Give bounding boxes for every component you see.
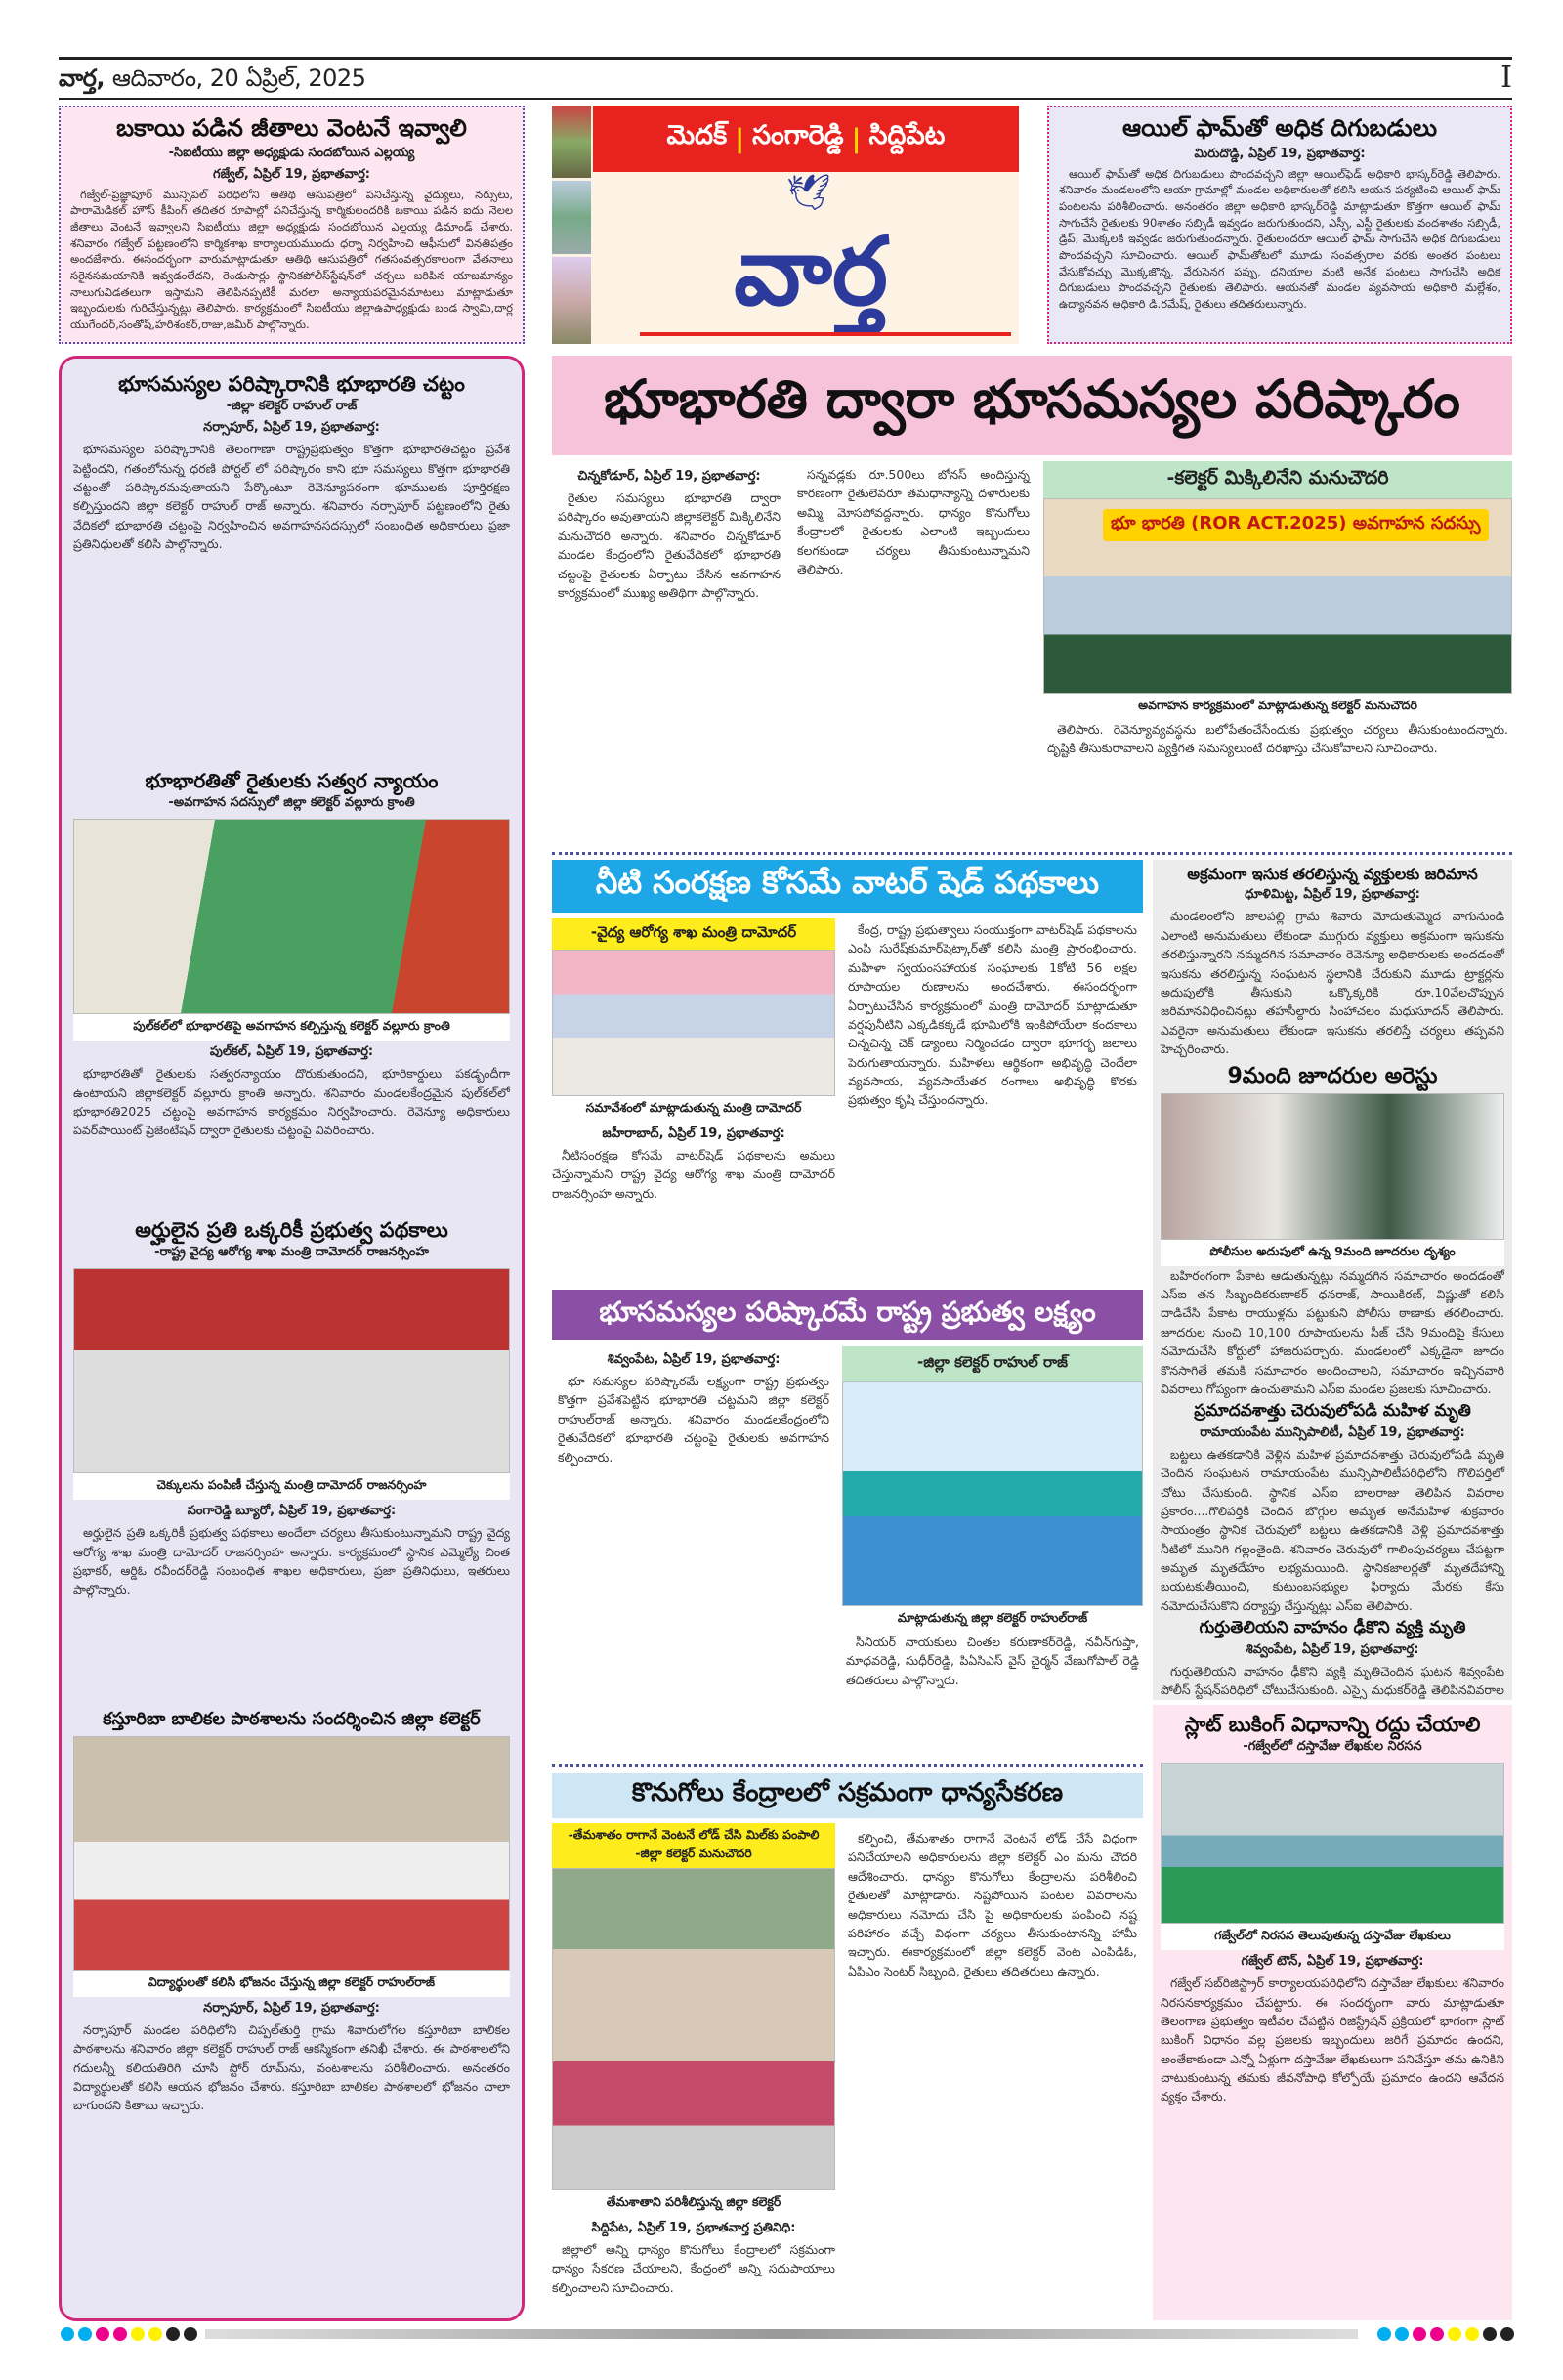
body: ఆయిల్ ఫామ్‌తో అధిక దిగుబడులు పొందవచ్చని జిల్లా ఆయిల్‌ఫెడ్ అధికారి భాస్కర్‌రెడ్డి తెలిపారు. శనివారం మండలంలోని ఆయా గ్రామాల్లో మండల అధికారులతో కలిసి ఆయన పర్యటించి ఆయిల్ ఫామ్ పంటలను పరిశీలించారు. అనంతరం జిల్లా అధికారి భాస్కర్‌రెడ్డి మాట్లాడుతూ కొత్తగా ఆయిల్ ఫామ్ సాగుచేసే రైతులకు 90శాతం సబ్సిడీ ఇవ్వడం జరుగుతుందని, ఎస్సీ, ఎస్టీ రైతులకు వందశాతం సబ్సిడీ, డ్రిప్, మొక్కలకి ఇవ్వడం జరుగుతుందన్నారు. రైతులందరూ ఆయిల్ ఫామ్ సాగుచేసి అధిక దిగుబడులు పొందవచ్చని సూచించారు. ఆయిల్ ఫామ్‌తోటలో మూడు సంవత్సరాల వరకు అంతర పంటలు వేసుకోవచ్చు మొక్కజొన్న, వేరుసెనగ పప్పు, ధనియాల వంటి అనేక పంటలు సాగుచేసి అధిక దిగుబడులు పొందవచ్చని రైతులకు తెలిపారు. ఆయనతో మండల వ్యవసాయ అధికారి మల్లేశం, ఉద్యానవన అధికారి డి.రమేష్, రైతులు తదితరులున్నారు. — [1059, 166, 1500, 311]
yellow-dot — [1465, 2327, 1479, 2341]
cheque-distribution-photo — [73, 1268, 510, 1473]
district-band: మెదక్ | సంగారెడ్డి | సిద్దిపేట — [593, 106, 1019, 172]
lead-col-2 — [791, 461, 1035, 847]
body: బహిరంగంగా పేకాట ఆడుతున్నట్లు నమ్మదగిన సమాచారం అందడంతో ఎస్ఐ తన సిబ్బందికరుణాకర్ ధనరాజ్, సాయికిరణ్, విష్ణుతో కలిసి దాడిచేసి పేకాట రాయుళ్లను పట్టుకుని పోలీసు ఠాణాకు తరలించారు. జూదరుల నుంచి 10,100 రూపాయలను సీజ్ చేసి 9మందిపై కేసులు నమోదుచేసి కోర్టులో హాజరుపర్చారు. మండలంలో ఎక్కడైనా జూదం కొనసాగితే తమకి సమాచారం అందించాలని, సమాచారం ఇచ్చినవారి వివరాలు గోప్యంగా ఉంచుతామని ఎస్ఐ మండల ప్రజలకు సూచించారు. — [1161, 1267, 1504, 1396]
awareness-meeting-photo — [1043, 498, 1512, 694]
procurement-photo-col — [552, 1823, 835, 2321]
headline: బకాయి పడిన జీతాలు వెంటనే ఇవ్వాలి — [116, 114, 467, 142]
body: బట్టలు ఉతకడానికి వెళ్లిన మహిళ ప్రమాదవశాత్తు చెరువులోపడి మృతి చెందిన సంఘటన రామాయంపేట మున్సిపాలిటీపరిధిలోని గొలిపర్తిలో చోటు చేసుకుంది. స్థానిక ఎస్ఐ బాలరాజు తెలిపిన వివరాల ప్రకారం....గొలిపర్తికి చెందిన బొగ్గుల అమృత అనేమహిళ శుక్రవారం సాయంత్రం స్థానిక చెరువులో బట్టలు ఉతకడానికి వెళ్లి ప్రమాదవశాత్తు నీటిలో మునిగి గల్లంతైంది. శనివారం చెరువులో గాలింపుచర్యలు చేపట్టగా అమృత మృతదేహం లభ్యమయింది. స్థానికజాలర్లతో మృతదేహాన్ని బయటకుతీయించి, కుటుంబసభ్యుల ఫిర్యాదు మేరకు కేసు నమోదుచేసుకొని దర్యాప్తు చేస్తున్నట్లు ఎస్ఐ తెలిపారు. — [1161, 1446, 1504, 1613]
watershed-photo-col — [552, 918, 835, 1280]
body: నర్సాపూర్ మండల పరిధిలోని చిప్పల్‌తుర్తి గ్రామ శివారులోగల కస్తూరిబా బాలికల పాఠశాలను శనివారం జిల్లా కలెక్టర్ రాహుల్ రాజ్ ఆకస్మికంగా తనిఖీ చేశారు. ఈ పాఠశాలలోని గదులన్నీ కలియతిరిగి చూసి స్టోర్ రూమ్‌ను, వంటశాలను పరిశీలించారు. అనంతరం విద్యార్థులతో కలిసి ఆయన భోజనం చేశారు. కస్తూరిబా బాలికల పాఠశాలలో భోజనం చాలా బాగుందని కితాబు ఇచ్చారు. — [73, 2021, 510, 2113]
magenta-dot — [1430, 2327, 1444, 2341]
color-registration-marks-left — [61, 2327, 197, 2341]
bhusamasya-col-1 — [552, 1346, 835, 1757]
headline: భూసమస్యల పరిష్కారానికి భూభారతి చట్టం — [118, 372, 465, 396]
grain-inspection-photo — [552, 1868, 835, 2190]
subheadline: -గజ్వేల్‌లో దస్తావేజు లేఖకుల నిరసన — [1243, 1739, 1422, 1755]
left-column — [59, 356, 525, 2321]
lead-subheadline: -కలెక్టర్ మిక్కిలినేని మనుచౌదరి — [1043, 461, 1512, 498]
page-number: I — [1500, 61, 1512, 95]
photo-caption: సమావేశంలో మాట్లాడుతున్న మంత్రి దామోదర్ — [552, 1096, 835, 1123]
yellow-dot — [148, 2327, 162, 2341]
bhusamasya-headline: భూసమస్యల పరిష్కారమే రాష్ట్ర ప్రభుత్వ లక్ష్యం — [552, 1290, 1143, 1340]
body: తెలిపారు. రెవెన్యూవ్యవస్థను బలోపేతంచేసేందుకు ప్రభుత్వం చర్యలు తీసుకుంటుందన్నారు. దృష్టికి తీసుకురావాలని వ్యక్తిగత సమస్యలుంటే దరఖాస్తు చేసుకోవాలని సూచించారు. — [1047, 722, 1508, 756]
yellow-dot — [131, 2327, 145, 2341]
dove-icon: 🕊 — [786, 173, 831, 213]
body: రైతుల సమస్యలు భూభారతి ద్వారా పరిష్కారం అవుతాయని జిల్లాకలెక్టర్ మిక్కిలినేని మనుచౌదరి అన్నారు. శనివారం చిన్నకోడూర్ మండల కేంద్రంలోని రైతువేదికలో భూభారతి చట్టంపై రైతులకు ఏర్పాటు చేసిన అవగాహన కార్యక్రమంలో ముఖ్య అతిథిగా పాల్గొన్నారు. — [558, 490, 781, 600]
temple-photo — [552, 106, 591, 178]
paper-name: వార్త — [59, 64, 97, 92]
procurement-headline: కొనుగోలు కేంద్రాలలో సక్రమంగా ధాన్యసేకరణ — [552, 1773, 1143, 1818]
procurement-subheadline — [552, 1823, 835, 1868]
article-woman-drowned — [1161, 1402, 1504, 1615]
body: గుర్తుతెలియని వాహనం ఢీకొని వ్యక్తి మృతిచెందిన ఘటన శివ్వంపేట పోలీస్ స్టేషన్‌పరిధిలో చోటుచేసుకుంది. ఎస్సై మధుకర్‌రెడ్డి తెలిపినవివరాల — [1161, 1663, 1504, 1698]
color-registration-marks-right — [1377, 2327, 1514, 2341]
body: మండలంలోని జాలపల్లి గ్రామ శివారు మోదుతుమ్మెద వాగునుండి ఎలాంటి అనుమతులు లేకుండా ముగ్గురు వ్యక్తులు అక్రమంగా ఇసుకను తరలిస్తున్నారని నమ్మదగిన సమాచారం రెవెన్యూ అధికారులకు అందడంతో ఇసుకను తరలిస్తున్న సంఘటన స్థలానికి చేరుకుని మూడు ట్రాక్టర్లను అదుపులోకి తీసుకుని ఒక్కొక్కరికి రూ.10వేలచొప్పున జరిమానవిధించినట్లు తహసీల్దారు సింహాచలం మధుసూదన్ తెలిపారు. ఎవరైనా అనుమతులు లేకుండా ఇసుకను తరలిస్తే చర్యలు తప్పవని హెచ్చరించారు. — [1161, 909, 1504, 1057]
lead-headline: భూభారతి ద్వారా భూసమస్యల పరిష్కారం — [552, 356, 1512, 455]
dateline: శివ్వంపేట, ఏప్రిల్ 19, ప్రభాతవార్త: — [607, 1352, 781, 1367]
varta-logo: వార్త — [734, 217, 888, 326]
headline: అక్రమంగా ఇసుక తరలిస్తున్న వ్యక్తులకు జరిమాన — [1187, 865, 1478, 883]
collector-rahulraj-photo — [842, 1381, 1143, 1606]
headline: ఆయిల్ ఫామ్‌తో అధిక దిగుబడులు — [1121, 114, 1438, 142]
watershed-headline: నీటి సంరక్షణ కోసమే వాటర్ షెడ్ పథకాలు — [552, 860, 1143, 913]
body: భూభారతితో రైతులకు సత్వరన్యాయం దొరుకుతుందని, భూరికార్డులు పకడ్బందీగా ఉంటాయని జిల్లాకలెక్టర్ వల్లూరు క్రాంతి అన్నారు. శనివారం మండలకేంద్రమైన పుల్‌కల్‌లో భూభారతి2025 చట్టంపై అవగాహన కార్యక్రమం నిర్వహించారు. రెవెన్యూ అధికారులు పవర్‌పాయింట్ ప్రెజెంటేషన్ ద్వారా రైతులకు చట్టంపై వివరించారు. — [73, 1066, 510, 1138]
black-dot — [1500, 2327, 1514, 2341]
headline: అర్హులైన ప్రతి ఒక్కరికీ ప్రభుత్వ పథకాలు — [135, 1218, 448, 1243]
watershed-col-2 — [842, 918, 1143, 1280]
district-siddipet: సిద్దిపేట — [868, 120, 946, 150]
body: గజ్వేల్-ప్రజ్ఞాపూర్ మున్సిపల్ పరిధిలోని ఆతిథి ఆసుపత్రిలో పనిచేస్తున్న వైద్యులు, నర్సులు, పారామెడికల్ హౌస్ కీపింగ్ తదితర రూపాల్లో పనిచేస్తున్న కార్మికులందరికి బకాయి పడిన ఐదు నెలల జీతాలు వెంటనే ఇవ్వాలని సిఐటీయు జిల్లా అధ్యక్షుడు సందబోయిన ఎల్లయ్య డిమాండ్ చేశారు. శనివారం గజ్వేల్ పట్టణంలోని కార్మికశాఖ కార్యాలయముందు ధర్నా నిర్వహించి ఆఫీసులో వినతిపత్రం అందజేశారు. ఈసందర్భంగా వారుమాట్లాడుతూ ఆతిథి ఆసుపత్రిలో గతసంవత్సరకాలంగా వేతనాలు సరైనసమయానికి ఇవ్వడంలేదని, రెండుసార్లు స్థానికపోలీస్‌స్టేషన్‌లో చర్చలు జరిపిన యాజమాన్యం నాలుగువిడతలుగా ఇస్తామని తెలిపినప్పటికీ మరలా అన్యాయపరమైనమాటలు మాట్లాడుతూ ఇబ్బందులకు గురిచేస్తున్నట్లు తెలిపారు. కార్యక్రమంలో సిఐటీయు జిల్లాఉపాధ్యక్షుడు బండ స్వామి,దార్ల యుగేందర్,సంతోష్,హరిశంకర్,రాజు,జమీర్ పాల్గొన్నారు. — [70, 187, 513, 331]
masthead-photos — [552, 106, 591, 344]
cyan-dot — [61, 2327, 74, 2341]
black-dot — [1483, 2327, 1497, 2341]
body: అర్హులైన ప్రతి ఒక్కరికీ ప్రభుత్వ పథకాలు అందేలా చర్యలు తీసుకుంటున్నామని రాష్ట్ర వైద్య ఆరోగ్య శాఖ మంత్రి దామోదర్ రాజనర్సింహ అన్నారు. కార్యక్రమంలో స్థానిక ఎమ్మెల్యే చింత ప్రభాకర్, ఆర్డిఓ రవీందర్‌రెడ్డి సంబంధిత శాఖల అధికారులు, ప్రజా ప్రతినిధులు, ఇతరులు పాల్గొన్నారు. — [73, 1525, 510, 1597]
body: సన్నవడ్లకు రూ.500లు బోనస్ అందిస్తున్న కారణంగా రైతులెవరూ తమధాన్యాన్ని దళారులకు అమ్మి మోసపోవద్దన్నారు. ధాన్యం కొనుగోలు కేంద్రాలలో రైతులకు ఎలాంటి ఇబ్బందులు కలగకుండా చర్యలు తీసుకుంటున్నామని తెలిపారు. — [797, 467, 1030, 576]
dateline: గజ్వేల్, ఏప్రిల్ 19, ప్రభాతవార్త: — [212, 166, 370, 182]
dateline: చిన్నకోడూర్, ఏప్రిల్ 19, ప్రభాతవార్త: — [577, 469, 761, 484]
lead-col-1 — [552, 461, 786, 847]
gamblers-photo — [1161, 1093, 1504, 1240]
dateline: సంగారెడ్డి బ్యూరో, ఏప్రిల్ 19, ప్రభాతవార్త: — [187, 1504, 397, 1519]
subheadline: -అవగాహన సదస్సులో జిల్లా కలెక్టర్ వల్లూరు క్రాంతి — [168, 795, 415, 811]
yellow-dot — [1448, 2327, 1461, 2341]
photo-caption: చెక్కులను పంపిణీ చేస్తున్న మంత్రి దామోదర్ రాజనర్సింహ — [73, 1473, 510, 1500]
dateline: పుల్‌కల్, ఏప్రిల్ 19, ప్రభాతవార్త: — [209, 1044, 374, 1060]
magenta-dot — [113, 2327, 127, 2341]
subheadline: -జిల్లా కలెక్టర్ రాహుల్ రాజ్ — [226, 399, 358, 414]
body: కేంద్ర, రాష్ట్ర ప్రభుత్వాలు సంయుక్తంగా వాటర్‌షెడ్ పథకాలను ఎంపి సురేష్‌కుమార్‌షెట్కార్‌తో కలిసి మంత్రి ప్రారంభించారు. మహిళా స్వయంసహాయక సంఘాలకు 1కోటి 56 లక్షల రూపాయల రుణాలను అందచేశారు. ఈసందర్భంగా ఏర్పాటుచేసిన కార్యక్రమంలో మంత్రి దామోదర్ మాట్లాడుతూ వర్షపునీటిని ఎక్కడికక్కడే భూమిలోకి ఇంకిపోయేలా కందకాలు చిన్నచిన్న చెక్ డ్యాంలు నిర్మించడం ద్వారా భూగర్భ జలాలు పెరుగుతాయన్నారు. మహిళలు ఆర్థికంగా అభివృద్ధి చెందేలా వ్యవసాయ, వ్యవసాయేతర రంగాలు అభివృద్ధి కొరకు ప్రభుత్వం కృషి చేస్తుందన్నారు. — [848, 922, 1137, 1108]
watershed-subheadline: -వైద్య ఆరోగ్య శాఖ మంత్రి దామోదర్ — [552, 918, 835, 950]
body: జిల్లాలో అన్ని ధాన్యం కొనుగోలు కేంద్రాలలో సక్రమంగా ధాన్యం సేకరణ చేయాలని, కేంద్రంలో అన్ని సదుపాయాలు కల్పించాలని సూచించారు. — [552, 2242, 835, 2295]
right-column-briefs — [1153, 860, 1512, 1700]
body: నీటిసంరక్షణ కోసమే వాటర్‌షెడ్ పథకాలను అమలు చేస్తున్నామని రాష్ట్ర వైద్య ఆరోగ్య శాఖ మంత్రి దామోదర్ రాజనర్సింహ అన్నారు. — [552, 1148, 835, 1201]
black-dot — [184, 2327, 197, 2341]
body: భూ సమస్యల పరిష్కారమే లక్ష్యంగా రాష్ట్ర ప్రభుత్వం కొత్తగా ప్రవేశపెట్టిన భూభారతి చట్టమని జిల్లా కలెక్టర్ రాహుల్‌రాజ్ అన్నారు. శనివారం మండలకేంద్రంలోని రైతువేదికలో భూభారతి చట్టంపై రైతులకు అవగాహన కల్పించారు. — [558, 1374, 829, 1465]
page-header: వార్త, ఆదివారం, 20 ఏప్రిల్, 2025 — [59, 64, 366, 92]
black-dot — [166, 2327, 180, 2341]
grey-scale-bar — [205, 2329, 1358, 2339]
section-divider — [552, 1764, 1143, 1767]
header-date: ఆదివారం, 20 ఏప్రిల్, 2025 — [111, 64, 366, 92]
dateline: సిద్దిపేట, ఏప్రిల్ 19, ప్రభాతవార్త ప్రతినిధి: — [591, 2221, 796, 2235]
body: కల్పించి, తేమశాతం రాగానే వెంటనే లోడ్ చేసే విధంగా పనిచేయాలని అధికారులను జిల్లా కలెక్టర్ ఎం మను చౌదరి ఆదేశించారు. ధాన్యం కొనుగోలు కేంద్రాలను పరిశీలించి రైతులతో మాట్లాడారు. నష్టపోయిన పంటల వివరాలను అధికారులు నమోదు చేసి పై అధికారులకు పంపించి నష్ట పరిహారం వచ్చే విధంగా చర్యలు తీసుకుంటానన్ని హామీ ఇచ్చారు. ఈకార్యక్రమంలో జిల్లా కలెక్టర్ వెంట ఎంపిడిఓ, ఏపిఎం సెంటర్ సిబ్బంది, రైతులు తదితరులు ఉన్నారు. — [848, 1831, 1137, 1978]
cyan-dot — [1377, 2327, 1391, 2341]
dateline: మిరుదొడ్డి, ఏప్రిల్ 19, ప్రభాతవార్త: — [1194, 146, 1366, 161]
dateline: జహీరాబాద్, ఏప్రిల్ 19, ప్రభాతవార్త: — [602, 1126, 785, 1141]
section-divider — [552, 852, 1512, 855]
photo-caption: విద్యార్థులతో కలిసి భోజనం చేస్తున్న జిల్లా కలెక్టర్ రాహుల్‌రాజ్ — [73, 1971, 510, 1997]
article-sand-fine — [1161, 866, 1504, 1058]
lead-photo-block — [1043, 461, 1512, 847]
students-lunch-photo — [73, 1736, 510, 1971]
header-rule — [59, 98, 1512, 100]
bhusamasya-photo-col — [842, 1346, 1143, 1757]
district-medak: మెదక్ — [666, 120, 728, 150]
photo-caption: అవగాహన కార్యక్రమంలో మాట్లాడుతున్న కలెక్టర్ మనుచౌదరి — [1043, 694, 1512, 720]
logo-underline — [640, 332, 1011, 336]
bhusamasya-subheadline: -జిల్లా కలెక్టర్ రాహుల్ రాజ్ — [842, 1346, 1143, 1381]
district-sangareddy: సంగారెడ్డి — [752, 120, 844, 150]
headline: గుర్తుతెలియని వాహనం ఢీకొని వ్యక్తి మృతి — [1199, 1618, 1466, 1638]
minister-speaking-photo — [552, 950, 835, 1096]
photo-caption: గజ్వేల్‌లో నిరసన తెలుపుతున్న దస్తావేజు లేఖకులు — [1161, 1924, 1504, 1950]
article-quick-justice — [62, 762, 522, 1211]
top-rule — [59, 57, 1512, 60]
article-kasturba-visit — [62, 1704, 522, 2115]
article-unpaid-salaries — [59, 106, 525, 344]
subheadline: -సిఐటీయు జిల్లా అధ్యక్షుడు సందబోయిన ఎల్లయ్య — [168, 145, 415, 160]
dateline: నర్సాపూర్, ఏప్రిల్ 19, ప్రభాతవార్త: — [203, 2000, 380, 2016]
article-gamblers-arrest — [1161, 1064, 1504, 1398]
article-govt-schemes — [62, 1211, 522, 1704]
church-photo — [552, 257, 591, 344]
cyan-dot — [1395, 2327, 1409, 2341]
headline: ప్రమాదవశాత్తు చెరువులోపడి మహిళ మృతి — [1194, 1401, 1471, 1422]
body: గజ్వేల్ సబ్‌రిజిస్ట్రార్ కార్యాలయపరిధిలోని దస్తావేజు లేఖకులు శనివారం నిరసనకార్యక్రమం చేపట్టారు. ఈ సందర్భంగా వారు మాట్లాడుతూ తెలంగాణ ప్రభుత్వం ఇటీవల చేపట్టిన రిజిస్ట్రేషన్ ప్రక్రియలో భాగంగా స్లాట్ బుకింగ్ విధానం వల్ల ప్రజలకు ఇబ్బందులు జరిగే ప్రమాదం ఉందని, అంతేకాకుండా ఎన్నో ఏళ్లుగా దస్తావేజు లేఖకులుగా పనిచేస్తూ తమ ఉనికిని చాటుకుంటున్న తమకు జీవనోపాధి కోల్పోయే ప్రమాదం ఉందని ఆవేదన వ్యక్తం చేశారు. — [1161, 1976, 1504, 2104]
article-road-accident — [1161, 1619, 1504, 1700]
headline: స్లాట్ బుకింగ్ విధానాన్ని రద్దు చేయాలి — [1184, 1713, 1481, 1736]
headline: భూభారతితో రైతులకు సత్వర న్యాయం — [145, 769, 439, 793]
photo-caption: పోలీసుల అదుపులో ఉన్న 9మంది జూదరుల దృశ్యం — [1161, 1240, 1504, 1266]
dateline: నర్సాపూర్, ఏప్రిల్ 19, ప్రభాతవార్త: — [203, 420, 380, 436]
fountain-photo — [552, 181, 591, 253]
event-banner-text: భూ భారతి (ROR ACT.2025) అవగాహన సదస్సు — [1103, 509, 1489, 541]
subheadline-2: -జిల్లా కలెక్టర్ మనుచౌదరి — [635, 1846, 752, 1860]
photo-caption: తేమశాతాని పరిశీలిస్తున్న జిల్లా కలెక్టర్ — [552, 2190, 835, 2217]
magenta-dot — [1413, 2327, 1426, 2341]
dateline: గజ్వేల్ టౌన్, ఏప్రిల్ 19, ప్రభాతవార్త: — [1241, 1954, 1424, 1970]
photo-caption: పుల్‌కల్‌లో భూభారతిపై అవగాహన కల్పిస్తున్న కలెక్టర్ వల్లూరు క్రాంతి — [73, 1014, 510, 1041]
article-bhubharati-act — [62, 359, 522, 762]
photo-caption: మాట్లాడుతున్న జిల్లా కలెక్టర్ రాహుల్‌రాజ్ — [842, 1606, 1143, 1633]
headline: కస్తూరిబా బాలికల పాఠశాలను సందర్శించిన జిల్లా కలెక్టర్ — [103, 1709, 481, 1730]
cyan-dot — [78, 2327, 92, 2341]
subheadline-1: -తేమశాతం రాగానే వెంటనే లోడ్ చేసి మిల్‌కు పంపాలి — [568, 1827, 820, 1842]
subheadline: -రాష్ట్ర వైద్య ఆరోగ్య శాఖ మంత్రి దామోదర్ రాజనర్సింహ — [154, 1245, 429, 1260]
collector-kranti-photo — [73, 819, 510, 1014]
headline: 9మంది జూదరుల అరెస్టు — [1227, 1064, 1438, 1089]
magenta-dot — [96, 2327, 109, 2341]
dateline: ధూళిమిట్ట, ఏప్రిల్ 19, ప్రభాతవార్త: — [1245, 887, 1420, 903]
procurement-col-2 — [842, 1827, 1143, 2320]
protest-photo — [1161, 1763, 1504, 1924]
dateline: రామాయంపేట మున్సిపాలిటీ, ఏప్రిల్ 19, ప్రభాతవార్త: — [1200, 1424, 1465, 1440]
dateline: శివ్వంపేట, ఏప్రిల్ 19, ప్రభాతవార్త: — [1246, 1641, 1419, 1657]
body: సీనియర్ నాయకులు చింతల కరుణాకర్‌రెడ్డి, నవీన్‌గుప్తా, మాధవరెడ్డి, సుధీర్‌రెడ్డి, పిఏసిఎస్ వైస్ చైర్మన్ వేణుగోపాల్ రెడ్డి తదితరులు పాల్గొన్నారు. — [846, 1635, 1139, 1687]
article-oil-palm — [1047, 106, 1512, 344]
body: భూసమస్యల పరిష్కారానికి తెలంగాణా రాష్ట్రప్రభుత్వం కొత్తగా భూభారతిచట్టం ప్రవేశ పెట్టిందని, గతంలోనున్న ధరణి పోర్టల్ లో పరిష్కారం కాని భూ సమస్యలు కొత్తగా భూభారతి చట్టంతో పరిష్కారమవుతాయని పేర్కొంటూ రెవెన్యూపరంగా భూములకు పూర్తిరక్షణ కల్పిస్తుందని జిల్లా కలెక్టర్ రాహుల్ రాజ్ అన్నారు. శనివారం నర్సాపూర్ పట్టణంలోని రైతు వేదికలో భూభారతి చట్టంపై నిర్వహించిన అవగాహనసదస్సులో సంబంధిత అధికారులు ప్రజా ప్రతినిధులతో కలిసి పాల్గొన్నారు. — [73, 442, 510, 552]
masthead — [552, 106, 1019, 344]
article-slot-booking — [1153, 1705, 1512, 2320]
